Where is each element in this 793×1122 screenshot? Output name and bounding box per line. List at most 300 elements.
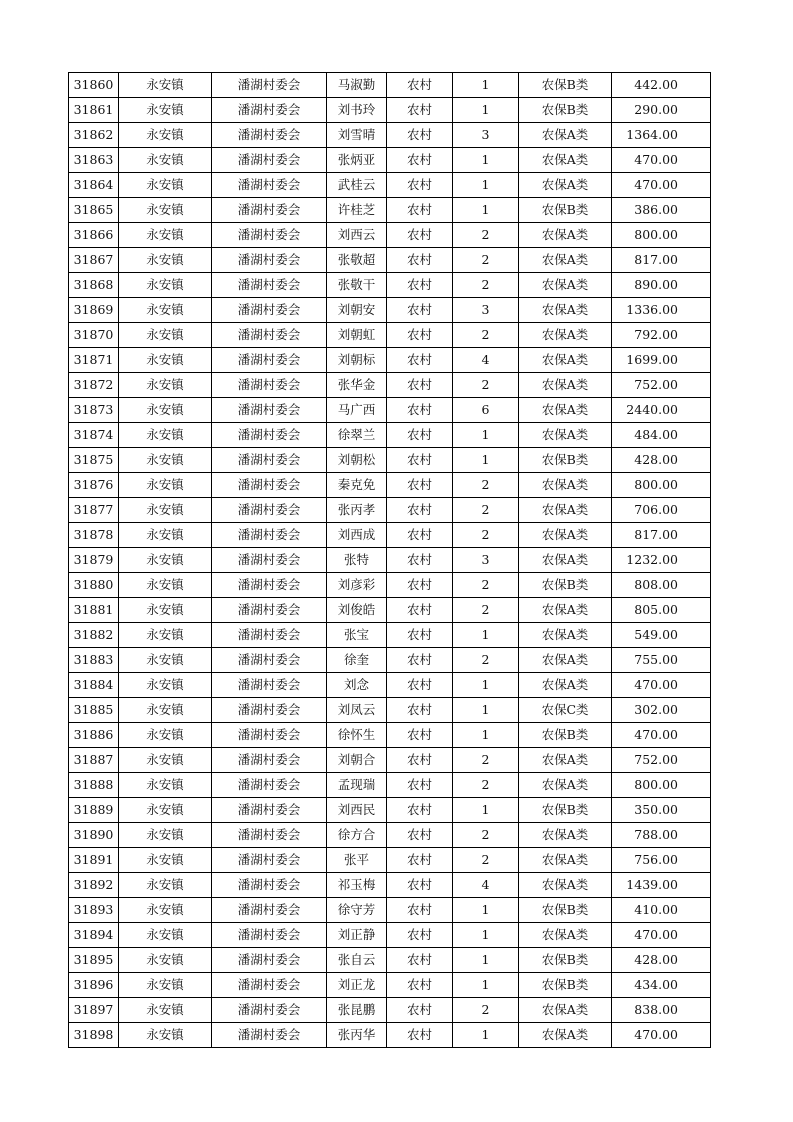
record-number: 31872 [69,373,119,398]
village-cell: 潘湖村委会 [212,348,327,373]
record-number: 31863 [69,148,119,173]
benefit-amount: 302.00 [612,698,711,723]
table-row [69,848,711,873]
table-row [69,273,711,298]
town-cell: 永安镇 [119,73,212,98]
household-count: 1 [453,723,519,748]
record-number: 31877 [69,498,119,523]
table-row [69,773,711,798]
insurance-category: 农保A类 [519,498,612,523]
record-number: 31871 [69,348,119,373]
benefit-amount: 752.00 [612,748,711,773]
insurance-category: 农保A类 [519,748,612,773]
village-cell: 潘湖村委会 [212,773,327,798]
household-count: 2 [453,848,519,873]
household-count: 1 [453,623,519,648]
household-count: 1 [453,973,519,998]
town-cell: 永安镇 [119,1023,212,1048]
residence-type: 农村 [387,873,453,898]
household-count: 1 [453,173,519,198]
village-cell: 潘湖村委会 [212,948,327,973]
person-name: 马淑勤 [327,73,387,98]
household-count: 1 [453,98,519,123]
table-row [69,623,711,648]
residence-type: 农村 [387,923,453,948]
village-cell: 潘湖村委会 [212,573,327,598]
record-number: 31888 [69,773,119,798]
benefit-amount: 706.00 [612,498,711,523]
record-number: 31880 [69,573,119,598]
town-cell: 永安镇 [119,123,212,148]
insurance-category: 农保A类 [519,848,612,873]
village-cell: 潘湖村委会 [212,723,327,748]
table-row [69,98,711,123]
insurance-category: 农保A类 [519,348,612,373]
record-number: 31879 [69,548,119,573]
table-body [69,73,711,1048]
person-name: 张特 [327,548,387,573]
benefit-amount: 1336.00 [612,298,711,323]
village-cell: 潘湖村委会 [212,498,327,523]
village-cell: 潘湖村委会 [212,648,327,673]
household-count: 1 [453,948,519,973]
town-cell: 永安镇 [119,548,212,573]
person-name: 张昆鹏 [327,998,387,1023]
table-row [69,898,711,923]
village-cell: 潘湖村委会 [212,698,327,723]
household-count: 2 [453,473,519,498]
village-cell: 潘湖村委会 [212,923,327,948]
household-count: 2 [453,273,519,298]
household-count: 1 [453,148,519,173]
household-count: 6 [453,398,519,423]
residence-type: 农村 [387,73,453,98]
record-number: 31891 [69,848,119,873]
village-cell: 潘湖村委会 [212,423,327,448]
record-number: 31881 [69,598,119,623]
person-name: 张平 [327,848,387,873]
village-cell: 潘湖村委会 [212,173,327,198]
household-count: 2 [453,748,519,773]
household-count: 1 [453,698,519,723]
insurance-category: 农保A类 [519,148,612,173]
town-cell: 永安镇 [119,723,212,748]
insurance-category: 农保A类 [519,923,612,948]
benefit-amount: 1364.00 [612,123,711,148]
insurance-category: 农保B类 [519,723,612,748]
table-row [69,198,711,223]
town-cell: 永安镇 [119,448,212,473]
town-cell: 永安镇 [119,523,212,548]
insurance-category: 农保B类 [519,448,612,473]
table-row [69,973,711,998]
insurance-category: 农保A类 [519,1023,612,1048]
table-row [69,398,711,423]
village-cell: 潘湖村委会 [212,148,327,173]
household-count: 1 [453,673,519,698]
village-cell: 潘湖村委会 [212,248,327,273]
town-cell: 永安镇 [119,948,212,973]
residence-type: 农村 [387,248,453,273]
household-count: 4 [453,873,519,898]
person-name: 张敬干 [327,273,387,298]
person-name: 徐翠兰 [327,423,387,448]
table-row [69,998,711,1023]
record-number: 31898 [69,1023,119,1048]
town-cell: 永安镇 [119,398,212,423]
document-page [68,72,710,1048]
town-cell: 永安镇 [119,648,212,673]
insurance-category: 农保A类 [519,548,612,573]
residence-type: 农村 [387,398,453,423]
benefit-amount: 805.00 [612,598,711,623]
person-name: 徐方合 [327,823,387,848]
benefit-amount: 428.00 [612,448,711,473]
village-cell: 潘湖村委会 [212,223,327,248]
household-count: 1 [453,898,519,923]
person-name: 徐守芳 [327,898,387,923]
residence-type: 农村 [387,523,453,548]
village-cell: 潘湖村委会 [212,598,327,623]
person-name: 许桂芝 [327,198,387,223]
benefit-amount: 428.00 [612,948,711,973]
insurance-category: 农保B类 [519,198,612,223]
household-count: 2 [453,248,519,273]
benefit-amount: 1439.00 [612,873,711,898]
person-name: 刘念 [327,673,387,698]
insurance-category: 农保B类 [519,948,612,973]
benefit-amount: 549.00 [612,623,711,648]
village-cell: 潘湖村委会 [212,323,327,348]
person-name: 张华金 [327,373,387,398]
benefit-amount: 792.00 [612,323,711,348]
benefit-amount: 350.00 [612,798,711,823]
insurance-category: 农保A类 [519,823,612,848]
record-number: 31895 [69,948,119,973]
insurance-category: 农保B类 [519,98,612,123]
household-count: 2 [453,823,519,848]
household-count: 1 [453,923,519,948]
insurance-category: 农保A类 [519,998,612,1023]
benefit-amount: 290.00 [612,98,711,123]
village-cell: 潘湖村委会 [212,198,327,223]
town-cell: 永安镇 [119,598,212,623]
residence-type: 农村 [387,323,453,348]
residence-type: 农村 [387,1023,453,1048]
person-name: 武桂云 [327,173,387,198]
benefit-amount: 817.00 [612,523,711,548]
town-cell: 永安镇 [119,498,212,523]
benefit-amount: 434.00 [612,973,711,998]
table-row [69,73,711,98]
person-name: 刘西民 [327,798,387,823]
insurance-category: 农保A类 [519,773,612,798]
table-row [69,548,711,573]
town-cell: 永安镇 [119,798,212,823]
town-cell: 永安镇 [119,423,212,448]
residence-type: 农村 [387,998,453,1023]
town-cell: 永安镇 [119,673,212,698]
person-name: 徐怀生 [327,723,387,748]
record-number: 31874 [69,423,119,448]
person-name: 祁玉梅 [327,873,387,898]
benefit-amount: 386.00 [612,198,711,223]
village-cell: 潘湖村委会 [212,623,327,648]
table-row [69,573,711,598]
person-name: 刘雪晴 [327,123,387,148]
village-cell: 潘湖村委会 [212,373,327,398]
town-cell: 永安镇 [119,473,212,498]
town-cell: 永安镇 [119,323,212,348]
household-count: 3 [453,548,519,573]
insurance-category: 农保A类 [519,373,612,398]
record-number: 31861 [69,98,119,123]
residence-type: 农村 [387,673,453,698]
town-cell: 永安镇 [119,373,212,398]
residence-type: 农村 [387,648,453,673]
insurance-category: 农保A类 [519,623,612,648]
benefit-amount: 838.00 [612,998,711,1023]
village-cell: 潘湖村委会 [212,848,327,873]
person-name: 刘朝安 [327,298,387,323]
benefit-amount: 890.00 [612,273,711,298]
table-row [69,873,711,898]
residence-type: 农村 [387,173,453,198]
benefit-amount: 442.00 [612,73,711,98]
town-cell: 永安镇 [119,298,212,323]
village-cell: 潘湖村委会 [212,898,327,923]
household-count: 1 [453,73,519,98]
record-number: 31869 [69,298,119,323]
person-name: 刘凤云 [327,698,387,723]
record-number: 31882 [69,623,119,648]
household-count: 2 [453,323,519,348]
town-cell: 永安镇 [119,773,212,798]
household-count: 2 [453,523,519,548]
insurance-category: 农保A类 [519,673,612,698]
village-cell: 潘湖村委会 [212,873,327,898]
village-cell: 潘湖村委会 [212,273,327,298]
household-count: 1 [453,448,519,473]
residence-type: 农村 [387,623,453,648]
record-number: 31865 [69,198,119,223]
household-count: 2 [453,373,519,398]
record-number: 31887 [69,748,119,773]
town-cell: 永安镇 [119,148,212,173]
household-count: 2 [453,598,519,623]
village-cell: 潘湖村委会 [212,448,327,473]
record-number: 31868 [69,273,119,298]
insurance-category: 农保A类 [519,248,612,273]
village-cell: 潘湖村委会 [212,298,327,323]
record-number: 31862 [69,123,119,148]
insurance-category: 农保A类 [519,298,612,323]
town-cell: 永安镇 [119,248,212,273]
benefit-amount: 470.00 [612,723,711,748]
insurance-category: 农保A类 [519,398,612,423]
town-cell: 永安镇 [119,173,212,198]
table-row [69,248,711,273]
town-cell: 永安镇 [119,923,212,948]
village-cell: 潘湖村委会 [212,798,327,823]
benefit-amount: 470.00 [612,173,711,198]
benefit-amount: 756.00 [612,848,711,873]
record-number: 31896 [69,973,119,998]
residence-type: 农村 [387,798,453,823]
benefit-amount: 470.00 [612,923,711,948]
table-row [69,1023,711,1048]
town-cell: 永安镇 [119,223,212,248]
table-row [69,648,711,673]
household-count: 2 [453,648,519,673]
record-number: 31883 [69,648,119,673]
person-name: 刘西成 [327,523,387,548]
town-cell: 永安镇 [119,348,212,373]
residence-type: 农村 [387,723,453,748]
insurance-category: 农保A类 [519,873,612,898]
person-name: 刘西云 [327,223,387,248]
residence-type: 农村 [387,548,453,573]
residence-type: 农村 [387,273,453,298]
household-count: 3 [453,123,519,148]
village-cell: 潘湖村委会 [212,548,327,573]
village-cell: 潘湖村委会 [212,398,327,423]
table-row [69,748,711,773]
record-number: 31878 [69,523,119,548]
table-row [69,298,711,323]
household-count: 2 [453,498,519,523]
table-row [69,448,711,473]
person-name: 刘彦彩 [327,573,387,598]
village-cell: 潘湖村委会 [212,998,327,1023]
town-cell: 永安镇 [119,98,212,123]
table-row [69,498,711,523]
table-row [69,223,711,248]
town-cell: 永安镇 [119,973,212,998]
table-row [69,123,711,148]
record-number: 31893 [69,898,119,923]
table-row [69,323,711,348]
record-number: 31864 [69,173,119,198]
insurance-category: 农保B类 [519,73,612,98]
residence-type: 农村 [387,223,453,248]
household-count: 2 [453,573,519,598]
village-cell: 潘湖村委会 [212,123,327,148]
record-number: 31894 [69,923,119,948]
insurance-category: 农保A类 [519,423,612,448]
benefit-amount: 484.00 [612,423,711,448]
residence-type: 农村 [387,373,453,398]
insurance-category: 农保B类 [519,898,612,923]
benefit-amount: 470.00 [612,673,711,698]
household-count: 4 [453,348,519,373]
benefit-amount: 800.00 [612,773,711,798]
residence-type: 农村 [387,948,453,973]
insurance-category: 农保B类 [519,798,612,823]
benefit-amount: 410.00 [612,898,711,923]
record-number: 31892 [69,873,119,898]
insurance-category: 农保A类 [519,173,612,198]
residence-type: 农村 [387,123,453,148]
insurance-category: 农保B类 [519,973,612,998]
insurance-category: 农保A类 [519,223,612,248]
person-name: 刘朝合 [327,748,387,773]
table-row [69,473,711,498]
residence-type: 农村 [387,598,453,623]
record-number: 31889 [69,798,119,823]
town-cell: 永安镇 [119,623,212,648]
person-name: 徐奎 [327,648,387,673]
residence-type: 农村 [387,298,453,323]
benefit-amount: 2440.00 [612,398,711,423]
village-cell: 潘湖村委会 [212,673,327,698]
person-name: 秦克免 [327,473,387,498]
record-number: 31867 [69,248,119,273]
benefit-amount: 1232.00 [612,548,711,573]
benefit-amount: 470.00 [612,1023,711,1048]
village-cell: 潘湖村委会 [212,473,327,498]
residence-type: 农村 [387,773,453,798]
residence-type: 农村 [387,848,453,873]
residence-type: 农村 [387,698,453,723]
residence-type: 农村 [387,498,453,523]
household-count: 1 [453,198,519,223]
table-row [69,373,711,398]
table-row [69,923,711,948]
residence-type: 农村 [387,898,453,923]
table-row [69,523,711,548]
household-count: 1 [453,798,519,823]
table-row [69,673,711,698]
residence-type: 农村 [387,148,453,173]
person-name: 张丙华 [327,1023,387,1048]
record-number: 31875 [69,448,119,473]
village-cell: 潘湖村委会 [212,98,327,123]
person-name: 孟现瑞 [327,773,387,798]
table-row [69,723,711,748]
village-cell: 潘湖村委会 [212,73,327,98]
town-cell: 永安镇 [119,898,212,923]
residence-type: 农村 [387,748,453,773]
town-cell: 永安镇 [119,848,212,873]
person-name: 张自云 [327,948,387,973]
insurance-category: 农保A类 [519,123,612,148]
table-row [69,423,711,448]
residence-type: 农村 [387,198,453,223]
household-count: 1 [453,1023,519,1048]
insurance-category: 农保A类 [519,598,612,623]
residence-type: 农村 [387,423,453,448]
record-number: 31866 [69,223,119,248]
village-cell: 潘湖村委会 [212,823,327,848]
residence-type: 农村 [387,823,453,848]
person-name: 张敬超 [327,248,387,273]
record-number: 31885 [69,698,119,723]
record-number: 31884 [69,673,119,698]
table-row [69,823,711,848]
record-number: 31876 [69,473,119,498]
insurance-category: 农保A类 [519,523,612,548]
benefit-amount: 470.00 [612,148,711,173]
record-number: 31860 [69,73,119,98]
record-number: 31890 [69,823,119,848]
benefit-amount: 788.00 [612,823,711,848]
town-cell: 永安镇 [119,198,212,223]
record-number: 31873 [69,398,119,423]
person-name: 刘书玲 [327,98,387,123]
table-row [69,173,711,198]
village-cell: 潘湖村委会 [212,748,327,773]
